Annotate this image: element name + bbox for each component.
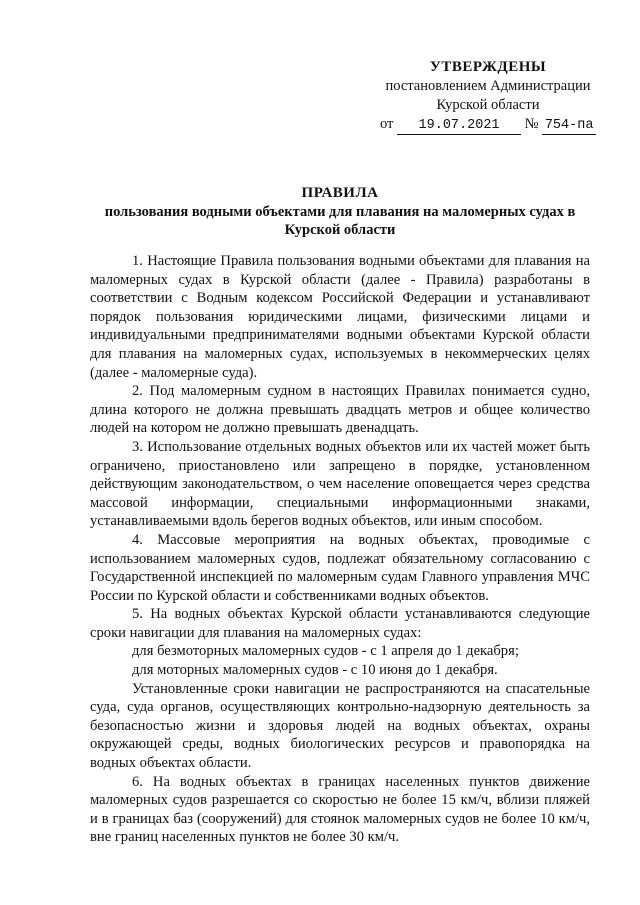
paragraph-exemption: Установленные сроки навигации не распространяются на спасательные суда, суда органов, осуществляющих контрольно-надзорную деятельность за безопасностью жизни и здоровья людей на водных объектах, охраны окружающей среды, водных биологических ресурсов и правопорядка на водных объектах области. [90,680,590,772]
document-body [90,252,590,847]
approval-line-2: Курской области [436,97,540,113]
number-prefix: № [524,116,539,132]
paragraph-6: 6. На водных объектах в границах населенных пунктов движение маломерных судов разрешается со скоростью не более 15 км/ч, вблизи пляжей и в границах баз (сооружений) для стоянок маломерных судов не более 10 км/ч, вне границ населенных пунктов не более 30 км/ч. [90,773,590,846]
paragraph-5: 5. На водных объектах Курской области устанавливаются следующие сроки навигации для плавания на маломерных судах: [90,606,590,641]
navigation-term-1: для безмоторных маломерных судов - с 1 апреля до 1 декабря; [132,643,519,660]
document-title [90,184,590,239]
paragraph-3: 3. Использование отдельных водных объектов или их частей может быть ограничено, приостановлено или запрещено в порядке, установленном действующим законодательством, о чем население оповещается через средства массовой информации, специальными информационными знаками, устанавливаемыми вдоль берегов водных объектов, или иным способом. [90,438,590,530]
paragraph-4: 4. Массовые мероприятия на водных объектах, проводимые с использованием маломерных судов, подлежат обязательному согласованию с Государственной инспекцией по маломерным судам Главного управления МЧС России по Курской области и собственниками водных объектов. [90,531,590,604]
approval-date-line [380,115,608,135]
approval-number: 754-па [542,118,596,135]
approval-line-1: постановлением Администрации [385,78,591,94]
paragraph-2: 2. Под маломерным судном в настоящих Правилах понимается судно, длина которого не должна превышать двадцать метров и общее количество людей на котором не должно превышать двенадцать. [90,383,590,437]
title-sub: пользования водными объектами для плавания на маломерных судах в Курской области [104,204,576,238]
paragraph-1: 1. Настоящие Правила пользования водными объектами для плавания на маломерных судах в Курской области (далее - Правила) разработаны в соответствии с Водным кодексом Российской Федерации и устанавливают порядок пользования юридическими лицами, физическими лицами и индивидуальными предпринимателями водными объектами Курской области для плавания на маломерных судах, используемых в некоммерческих целях (далее - маломерные суда). [90,253,590,381]
navigation-term-2: для моторных маломерных судов - с 10 июня до 1 декабря. [132,662,498,679]
title-main: ПРАВИЛА [301,185,379,201]
approval-date: 19.07.2021 [397,118,521,135]
approval-block [368,58,608,135]
approval-heading: УТВЕРЖДЕНЫ [429,59,547,75]
date-prefix: от [380,116,394,132]
